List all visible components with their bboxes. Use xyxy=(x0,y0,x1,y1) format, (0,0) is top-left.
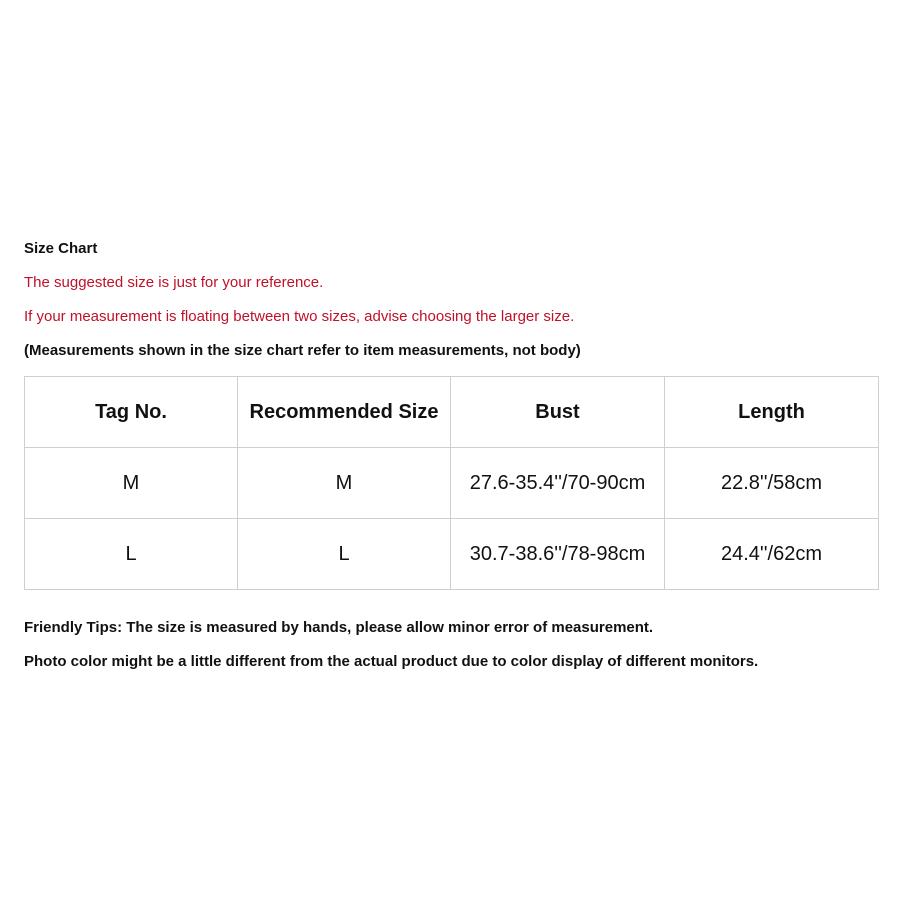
cell-recommended-size: M xyxy=(238,448,451,519)
measurement-note: (Measurements shown in the size chart refer to item measurements, not body) xyxy=(24,342,581,359)
size-chart-title: Size Chart xyxy=(24,240,98,257)
table-row xyxy=(25,519,879,590)
cell-bust: 30.7-38.6''/78-98cm xyxy=(451,519,665,590)
friendly-tip: Friendly Tips: The size is measured by hands, please allow minor error of measurement. xyxy=(24,619,654,636)
header-length: Length xyxy=(665,377,879,448)
header-bust: Bust xyxy=(451,377,665,448)
cell-tag-no: L xyxy=(25,519,238,590)
cell-bust: 27.6-35.4''/70-90cm xyxy=(451,448,665,519)
header-tag-no: Tag No. xyxy=(25,377,238,448)
table-header-row xyxy=(25,377,879,448)
reference-note: The suggested size is just for your reference. xyxy=(24,274,324,291)
photo-color-tip: Photo color might be a little different from the actual product due to color display of different monitors. xyxy=(24,653,759,670)
cell-recommended-size: L xyxy=(238,519,451,590)
larger-size-note: If your measurement is floating between two sizes, advise choosing the larger size. xyxy=(24,308,575,325)
header-recommended-size: Recommended Size xyxy=(238,377,451,448)
size-table xyxy=(24,376,879,590)
cell-length: 24.4''/62cm xyxy=(665,519,879,590)
cell-tag-no: M xyxy=(25,448,238,519)
cell-length: 22.8''/58cm xyxy=(665,448,879,519)
table-row xyxy=(25,448,879,519)
